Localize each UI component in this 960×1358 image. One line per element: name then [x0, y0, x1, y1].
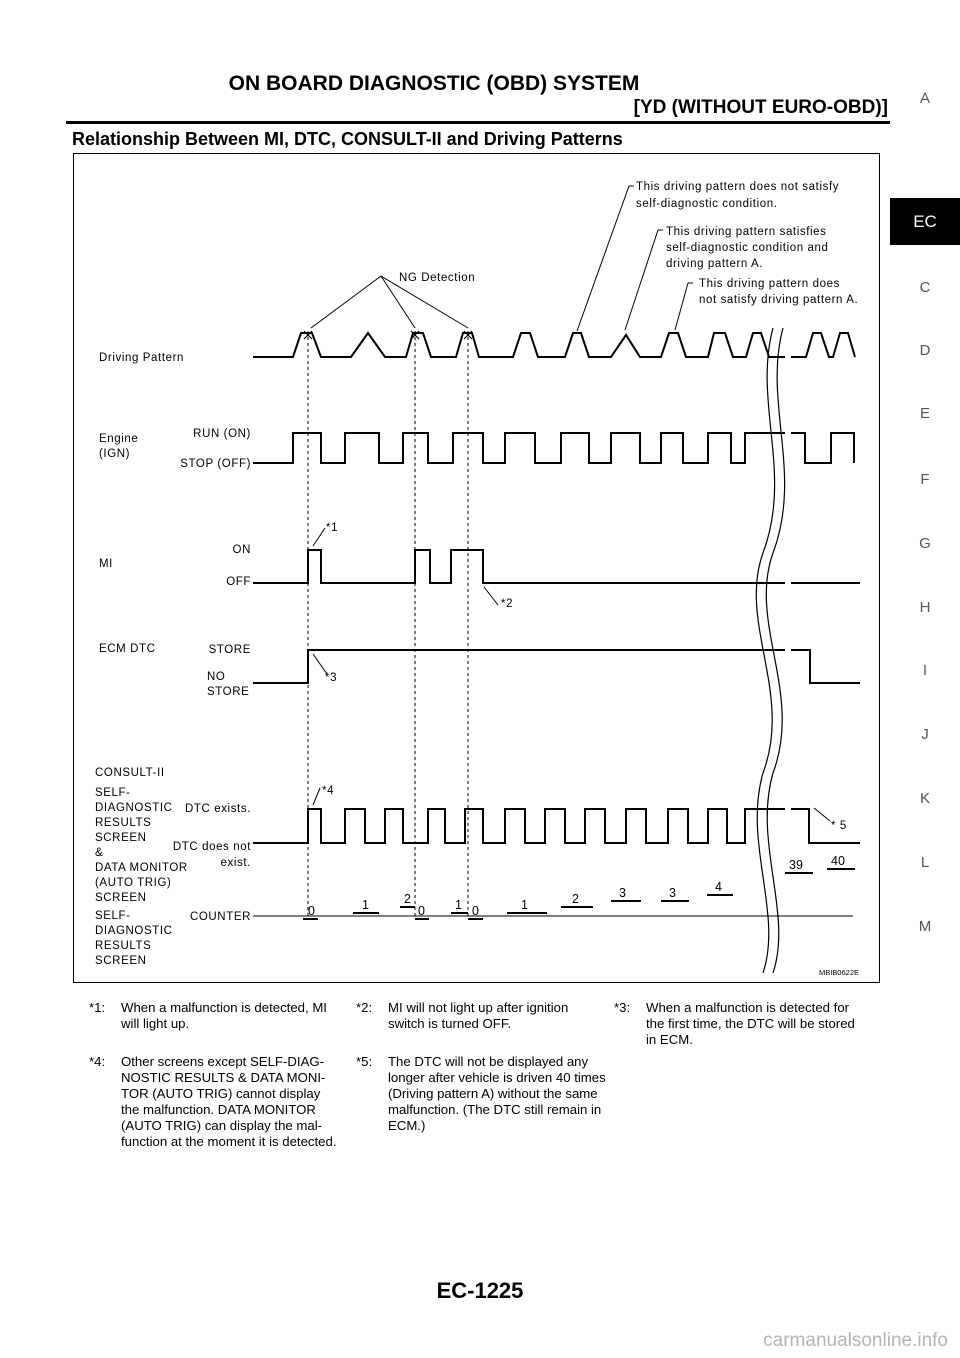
ign-label: (IGN)	[99, 448, 131, 460]
page-header-title: ON BOARD DIAGNOSTIC (OBD) SYSTEM	[228, 72, 640, 95]
footnote-5: *5: The DTC will not be displayed any longer after vehicle is driven 40 times (Driving pattern A) without the same malfunction. (The DTC still remain in ECM.)	[356, 1054, 606, 1133]
tab-d[interactable]: D	[919, 342, 931, 359]
callout-2-line3: driving pattern A.	[666, 258, 764, 270]
tab-a[interactable]: A	[919, 90, 930, 107]
counter-value: 1	[455, 898, 462, 912]
counter-value: 0	[308, 904, 315, 918]
self-diag-label-results: RESULTS	[95, 940, 152, 952]
tab-k[interactable]: K	[919, 790, 930, 807]
counter-value: 4	[715, 880, 722, 894]
screen-label-amp: &	[95, 847, 104, 859]
counter-value: 2	[404, 892, 411, 906]
mi-label: MI	[99, 558, 113, 570]
callout-2-line2: self-diagnostic condition and	[666, 242, 829, 254]
self-diag-label-diagnostic: DIAGNOSTIC	[95, 925, 173, 937]
counter-value: 1	[521, 898, 528, 912]
ecm-dtc-waveform	[253, 650, 860, 683]
screen-label-screen: SCREEN	[95, 832, 147, 844]
page-number: EC-1225	[436, 1278, 524, 1303]
callout-1-line2: self-diagnostic condition.	[636, 198, 778, 210]
mi-on-label: ON	[232, 544, 251, 556]
note-2-marker: *2	[501, 598, 514, 610]
store-label: STORE	[208, 644, 251, 656]
self-diag-label-screen: SCREEN	[95, 955, 147, 967]
footnote-3: *3: When a malfunction is detected for the first time, the DTC will be stored in ECM.	[614, 1000, 855, 1047]
counter-value: 39	[789, 858, 803, 872]
callout-2-line1: This driving pattern satisfies	[666, 226, 827, 238]
counter-value: 3	[619, 886, 626, 900]
footnote-2: *2: MI will not light up after ignition switch is turned OFF.	[356, 1000, 569, 1031]
counter-value: 1	[362, 898, 369, 912]
watermark: carmanualsonline.info	[763, 1330, 948, 1351]
tab-c[interactable]: C	[919, 279, 931, 296]
callout-1-line1: This driving pattern does not satisfy	[636, 181, 840, 193]
section-title: Relationship Between MI, DTC, CONSULT-II and Driving Patterns	[72, 129, 623, 149]
screen-label-self: SELF-	[95, 787, 131, 799]
no-store-label-2: STORE	[207, 686, 250, 698]
engine-waveform	[253, 433, 854, 463]
footnote-1: *1: When a malfunction is detected, MI will light up.	[89, 1000, 327, 1031]
counter-value: 2	[572, 892, 579, 906]
tab-h[interactable]: H	[919, 599, 931, 616]
stop-off-label: STOP (OFF)	[180, 458, 251, 470]
mi-off-label: OFF	[226, 576, 251, 588]
consult-waveform	[253, 809, 860, 843]
dtc-exist-label: exist.	[220, 857, 251, 869]
dtc-not-label: DTC does not	[172, 841, 251, 853]
no-store-label-1: NO	[207, 671, 226, 683]
counter-value: 3	[669, 886, 676, 900]
tab-f[interactable]: F	[920, 471, 930, 488]
screen-label-data-monitor: DATA MONITOR	[95, 862, 188, 874]
counter-label: COUNTER	[189, 911, 251, 923]
tab-e[interactable]: E	[919, 405, 930, 422]
screen-label-screen2: SCREEN	[95, 892, 147, 904]
counter-value: 0	[472, 904, 479, 918]
tab-ec[interactable]: EC	[890, 198, 960, 245]
tab-j[interactable]: J	[921, 726, 929, 743]
tab-g[interactable]: G	[919, 535, 931, 552]
note-5-marker: * 5	[831, 820, 847, 832]
driving-pattern-waveform	[253, 333, 855, 357]
footnote-4: *4: Other screens except SELF-DIAG- NOSTIC RESULTS & DATA MONI- TOR (AUTO TRIG) cannot display the malfunction. DATA MONITOR (AUTO TRIG) can display the mal- function at the moment it is detected.	[89, 1054, 337, 1149]
ng-detection-label: NG Detection	[399, 272, 476, 284]
tab-l[interactable]: L	[920, 854, 930, 871]
screen-label-diagnostic: DIAGNOSTIC	[95, 802, 173, 814]
counter-value: 40	[831, 854, 845, 868]
consult-label: CONSULT-II	[95, 767, 165, 779]
figure-id: MBIB0622E	[818, 968, 859, 977]
tab-i[interactable]: I	[922, 662, 928, 679]
note-4-marker: *4	[322, 785, 335, 797]
driving-pattern-label: Driving Pattern	[99, 352, 185, 364]
counter-value: 0	[418, 904, 425, 918]
ecm-dtc-label: ECM DTC	[99, 643, 156, 655]
note-1-marker: *1	[326, 522, 339, 534]
header-rule	[66, 121, 890, 124]
run-on-label: RUN (ON)	[193, 428, 251, 440]
tab-m[interactable]: M	[918, 918, 932, 935]
screen-label-results: RESULTS	[95, 817, 152, 829]
callout-3-line2: not satisfy driving pattern A.	[699, 294, 859, 306]
page-header-subtitle: [YD (WITHOUT EURO-OBD)]	[633, 97, 888, 118]
note-3-marker: *3	[325, 672, 338, 684]
timing-diagram	[73, 153, 880, 983]
self-diag-label-self: SELF-	[95, 910, 131, 922]
callout-3-line1: This driving pattern does	[699, 278, 840, 290]
engine-label: Engine	[99, 433, 139, 445]
screen-label-auto-trig: (AUTO TRIG)	[95, 877, 172, 889]
dtc-exists-label: DTC exists.	[184, 803, 251, 815]
